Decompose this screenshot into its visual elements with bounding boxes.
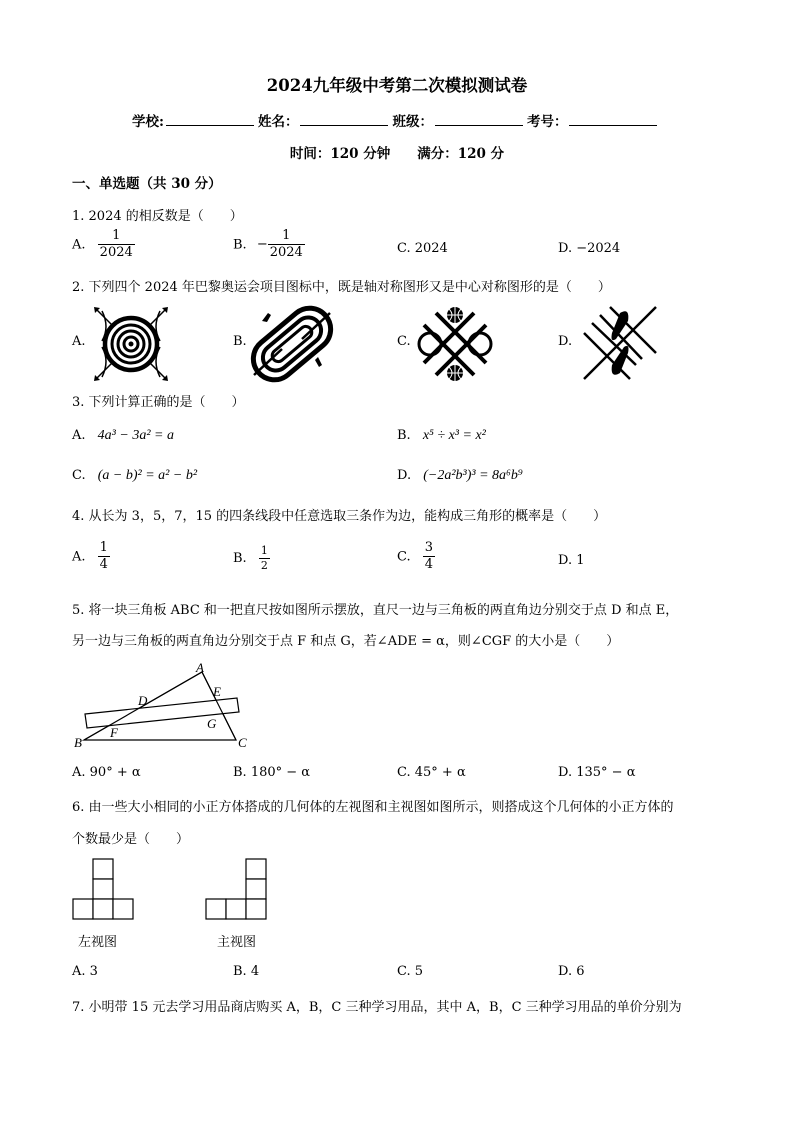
exam-no-label: 考号： (526, 114, 568, 130)
q5-option-a[interactable]: A. 90° + α (72, 765, 141, 780)
q1-option-b[interactable]: B. − $\frac{1}{2024}$ (233, 228, 303, 261)
student-info-row (132, 110, 661, 130)
section-heading: 一、单选题（共 30 分） (72, 176, 222, 192)
q4-c-fraction: $\frac{3}{4}$ (424, 540, 434, 573)
exam-no-blank[interactable] (569, 113, 657, 126)
class-label: 班级： (392, 114, 433, 130)
q1-option-d[interactable]: D. −2024 (558, 241, 621, 256)
q4-option-b[interactable]: B. $\frac{1}{2}$ (233, 544, 268, 572)
q2-option-b[interactable]: B. (233, 334, 247, 349)
q2-option-a[interactable]: A. (72, 334, 86, 349)
front-view-caption: 主视图 (217, 935, 257, 950)
q7-line1: 7. 小明带 15 元去学习用品商店购买 A，B，C 三种学习用品，其中 A，B，C 三种学习用品的单价分别为 (72, 1000, 682, 1015)
q2-stem: 2. 下列四个 2024 年巴黎奥运会项目图标中，既是轴对称图形又是中心对称图形的是（ ） (72, 280, 611, 295)
label-E: E (213, 684, 221, 699)
q6-line2: 个数最少是（ ） (72, 832, 190, 847)
basketball-icon (416, 305, 494, 383)
q3-option-b[interactable]: B. x⁵ ÷ x³ = x² (397, 428, 486, 443)
q3-option-d[interactable]: D. (−2a²b³)³ = 8a⁶b⁹ (397, 468, 523, 483)
q2-option-c[interactable]: C. (397, 334, 411, 349)
q4-b-fraction: $\frac{1}{2}$ (260, 544, 268, 572)
q1-a-fraction: $\frac{1}{2024}$ (99, 228, 133, 261)
name-label: 姓名： (257, 114, 299, 130)
q6-line1: 6. 由一些大小相同的小正方体搭成的几何体的左视图和主视图如图所示，则搭成这个几何体的小正方体的 (72, 800, 674, 815)
archery-target-icon (92, 305, 170, 383)
q6-option-d[interactable]: D. 6 (558, 964, 585, 979)
q3-option-c[interactable]: C. (a − b)² = a² − b² (72, 468, 198, 483)
q1-b-fraction: $\frac{1}{2024}$ (269, 228, 303, 261)
q4-a-fraction: $\frac{1}{4}$ (99, 540, 108, 573)
athletics-track-icon (252, 305, 332, 383)
q5-line2: 另一边与三角板的两直角边分别交于点 F 和点 G，若∠ADE = α，则∠CGF 的大小是（ ） (72, 634, 620, 649)
name-blank[interactable] (300, 113, 388, 126)
label-B: B (74, 735, 82, 750)
q4-option-d[interactable]: D. 1 (558, 553, 585, 568)
q4-option-c[interactable]: C. $\frac{3}{4}$ (397, 540, 434, 573)
label-A: A (196, 660, 204, 675)
q6-option-b[interactable]: B. 4 (233, 964, 260, 979)
q5-line1: 5. 将一块三角板 ABC 和一把直尺按如图所示摆放，直尺一边与三角板的两直角边分别交于点 D 和点 E， (72, 603, 679, 618)
time-score-line: 时间：120 分钟 满分：120 分 (289, 146, 505, 162)
q5-option-c[interactable]: C. 45° + α (397, 765, 466, 780)
q2-option-d[interactable]: D. (558, 334, 573, 349)
q1-option-c[interactable]: C. 2024 (397, 241, 448, 256)
q4-option-a[interactable]: A. $\frac{1}{4}$ (72, 540, 108, 573)
label-C: C (238, 735, 247, 750)
q5-option-d[interactable]: D. 135° − α (558, 765, 636, 780)
q1-option-a[interactable]: A. $\frac{1}{2024}$ (72, 228, 133, 261)
label-G: G (207, 716, 217, 731)
rowing-icon (580, 303, 660, 383)
q5-option-b[interactable]: B. 180° − α (233, 765, 311, 780)
label-F: F (110, 725, 118, 740)
class-blank[interactable] (435, 113, 523, 126)
q6-option-a[interactable]: A. 3 (72, 964, 98, 979)
left-view-caption: 左视图 (78, 935, 118, 950)
left-view-figure (72, 858, 136, 920)
q3-stem: 3. 下列计算正确的是（ ） (72, 395, 245, 410)
q4-stem: 4. 从长为 3，5，7，15 的四条线段中任意选取三条作为边，能构成三角形的概率是（ ） (72, 509, 607, 524)
school-label: 学校: (132, 114, 164, 130)
front-view-figure (205, 858, 269, 920)
q1-stem: 1. 2024 的相反数是（ ） (72, 209, 243, 224)
triangle-ruler-figure (72, 660, 252, 752)
school-blank[interactable] (166, 113, 254, 126)
q6-option-c[interactable]: C. 5 (397, 964, 424, 979)
label-D: D (138, 693, 148, 708)
page-title: 2024九年级中考第二次模拟测试卷 (266, 76, 528, 95)
q3-option-a[interactable]: A. 4a³ − 3a² = a (72, 428, 174, 443)
